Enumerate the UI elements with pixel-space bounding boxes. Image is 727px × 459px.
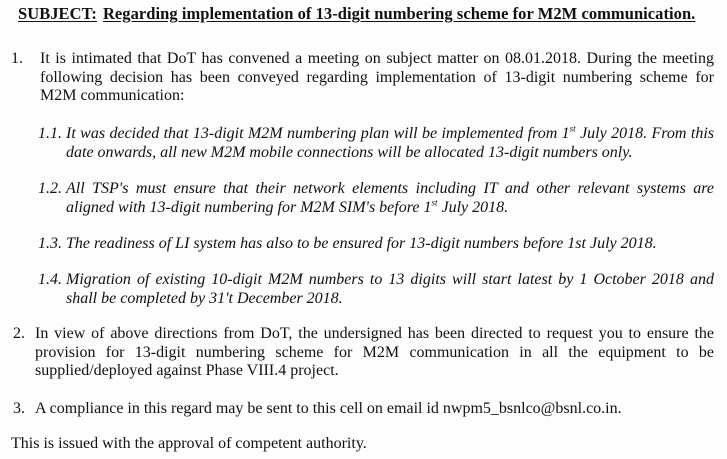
paragraph-number: 1. (11, 50, 23, 67)
paragraph-3 (13, 400, 714, 419)
subpoint-1-2 (38, 180, 714, 217)
superscript: st (569, 123, 576, 134)
paragraph-1 (11, 50, 714, 106)
paragraph-text: A compliance in this regard may be sent to this cell on email id nwpm5_bsnlco@bsnl.co.in. (35, 400, 622, 417)
subpoint-text: Migration of existing 10-digit M2M numbers to 13 digits will start latest by 1 October 2018 and shall be completed by 31't December 2018. (66, 271, 714, 307)
subpoint-text: All TSP's must ensure that their network elements including IT and other relevant systems are aligned with 13-digit numbering for M2M SIM's before 1st July 2018. (66, 180, 714, 216)
subject-title: Regarding implementation of 13-digit numbering scheme for M2M communication. (102, 4, 696, 23)
subject-label: SUBJECT: (18, 4, 97, 23)
superscript: st (431, 197, 438, 208)
subpoint-text: The readiness of LI system has also to be ensured for 13-digit numbers before 1st July 2018. (66, 235, 657, 252)
paragraph-number: 3. (13, 400, 25, 417)
subpoint-1-4 (38, 271, 714, 308)
subpoint-number: 1.4. (38, 271, 62, 288)
paragraph-text: It is intimated that DoT has convened a meeting on subject matter on 08.01.2018. During the meeting following decision has been conveyed regarding implementation of 13-digit numbering scheme for M2M communication: (40, 50, 714, 104)
subpoint-number: 1.3. (38, 235, 62, 252)
subject-heading (18, 4, 695, 24)
subpoint-text: It was decided that 13-digit M2M numbering plan will be implemented from 1st July 2018. From this date onwards, all new M2M mobile connections will be allocated 13-digit numbers only. (66, 123, 714, 161)
paragraph-text: In view of above directions from DoT, the undersigned has been directed to request you to ensure the provision for 13-digit numbering scheme for M2M communication in all the equipment to be supplied/deployed against Phase VIII.4 project. (35, 325, 714, 379)
subpoint-1-1 (38, 123, 714, 162)
subpoint-number: 1.2. (38, 180, 62, 197)
paragraph-2 (13, 325, 714, 381)
subpoint-number: 1.1. (38, 125, 62, 142)
paragraph-number: 2. (13, 325, 25, 342)
subpoint-1-3 (38, 235, 714, 254)
closing-statement: This is issued with the approval of competent authority. (11, 435, 367, 452)
